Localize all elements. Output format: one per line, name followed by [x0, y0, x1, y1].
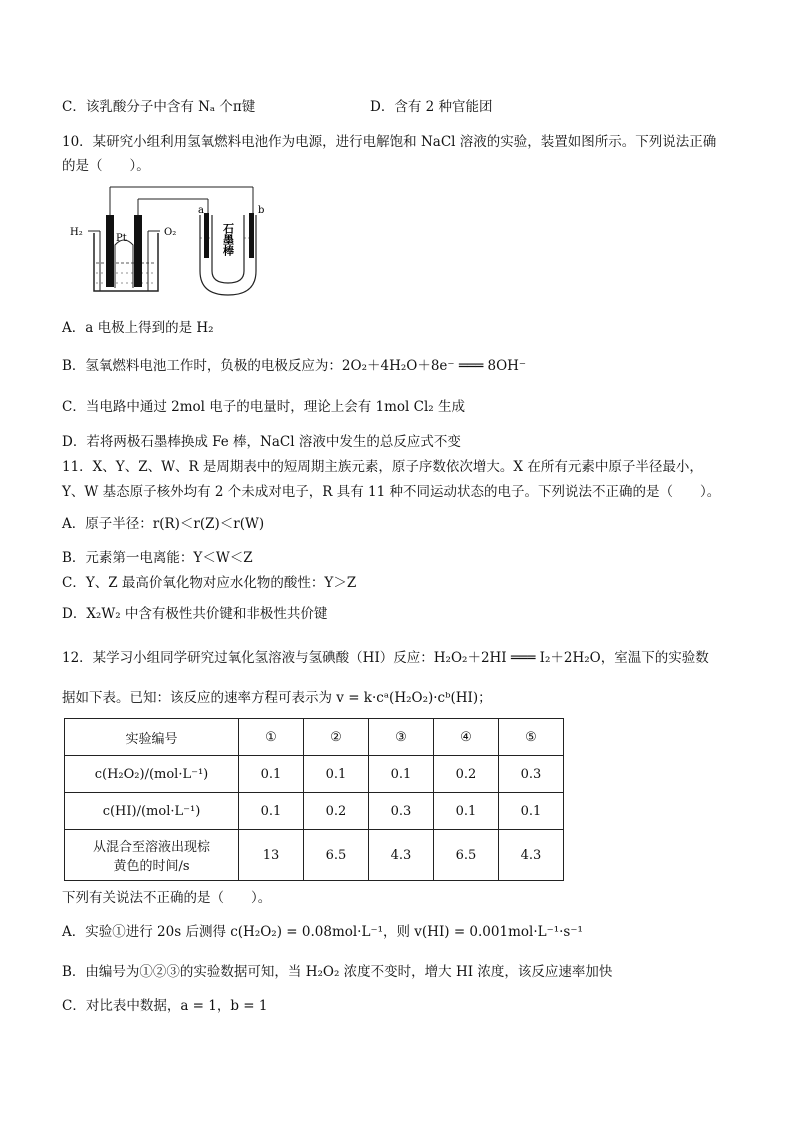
table-row — [65, 830, 564, 881]
q12-stem-line2: 据如下表。已知：该反应的速率方程可表示为 v = k·cᵃ(H₂O₂)·cᵇ(HI)； — [62, 690, 492, 706]
q9-option-d: D．含有 2 种官能团 — [370, 99, 493, 115]
label-a: a — [198, 205, 204, 216]
q12-option-c: C．对比表中数据，a = 1，b = 1 — [62, 998, 268, 1014]
table-cell: 0.1 — [434, 793, 499, 830]
table-cell: 0.3 — [499, 756, 564, 793]
q12-option-a: A．实验①进行 20s 后测得 c(H₂O₂) = 0.08mol·L⁻¹，则 v(HI) = 0.001mol·L⁻¹·s⁻¹ — [62, 924, 583, 940]
q10-stem-line2: 的是（ ）。 — [62, 158, 150, 174]
q11-option-b: B．元素第一电离能：Y＜W＜Z — [62, 550, 253, 566]
table-cell: 0.3 — [369, 793, 434, 830]
q10-option-c: C．当电路中通过 2mol 电子的电量时，理论上会有 1mol Cl₂ 生成 — [62, 399, 466, 415]
q11-stem-line1: 11．X、Y、Z、W、R 是周期表中的短周期主族元素，原子序数依次增大。X 在所有元素中原子半径最小， — [62, 459, 703, 475]
table-cell: 0.2 — [304, 793, 369, 830]
row-label-hi: c(HI)/(mol·L⁻¹) — [65, 793, 239, 830]
row-label-time-line2: 黄色的时间/s — [113, 859, 190, 874]
label-b: b — [258, 205, 265, 216]
row-label-time-line1: 从混合至溶液出现棕 — [92, 840, 210, 855]
table-cell: 6.5 — [304, 830, 369, 881]
table-header-label: 实验编号 — [65, 719, 239, 756]
fuel-cell — [88, 215, 160, 291]
wires — [110, 187, 253, 215]
label-pt: Pt — [116, 233, 127, 244]
table-col-header: ② — [304, 719, 369, 756]
q10-stem-line1: 10．某研究小组利用氢氧燃料电池作为电源，进行电解饱和 NaCl 溶液的实验，装置如图所示。下列说法正确 — [62, 134, 717, 150]
table-header-row — [65, 719, 564, 756]
table-cell: 6.5 — [434, 830, 499, 881]
table-cell: 0.2 — [434, 756, 499, 793]
q10-option-d: D．若将两极石墨棒换成 Fe 棒，NaCl 溶液中发生的总反应式不变 — [62, 434, 461, 450]
table-row — [65, 756, 564, 793]
table-cell: 0.1 — [499, 793, 564, 830]
q10-option-a: A．a 电极上得到的是 H₂ — [62, 320, 214, 336]
row-label-time — [65, 830, 239, 881]
table-col-header: ① — [239, 719, 304, 756]
table-cell: 0.1 — [304, 756, 369, 793]
rate-experiment-table — [64, 718, 564, 881]
q11-option-d: D．X₂W₂ 中含有极性共价键和非极性共价键 — [62, 606, 328, 622]
q12-after-table: 下列有关说法不正确的是（ ）。 — [62, 890, 272, 906]
table-cell: 0.1 — [369, 756, 434, 793]
table-cell: 0.1 — [239, 756, 304, 793]
label-graphite-rod: 石墨棒 — [221, 223, 235, 256]
q11-stem-line2: Y、W 基态原子核外均有 2 个未成对电子，R 具有 11 种不同运动状态的电子。下列说法不正确的是（ ）。 — [62, 484, 721, 500]
table-col-header: ③ — [369, 719, 434, 756]
q11-option-a: A．原子半径：r(R)＜r(Z)＜r(W) — [62, 516, 265, 532]
table-cell: 13 — [239, 830, 304, 881]
q10-option-b: B．氢氧燃料电池工作时，负极的电极反应为：2O₂＋4H₂O＋8e⁻ ═══ 8OH⁻ — [62, 358, 527, 374]
table-col-header: ④ — [434, 719, 499, 756]
q9-option-c: C．该乳酸分子中含有 Nₐ 个π键 — [62, 99, 256, 115]
table-cell: 0.1 — [239, 793, 304, 830]
row-label-h2o2: c(H₂O₂)/(mol·L⁻¹) — [65, 756, 239, 793]
electrolysis-apparatus-diagram — [70, 183, 288, 298]
table-row — [65, 793, 564, 830]
label-h2: H₂ — [70, 227, 83, 238]
table-cell: 4.3 — [499, 830, 564, 881]
q11-option-c: C．Y、Z 最高价氧化物对应水化物的酸性：Y＞Z — [62, 575, 357, 591]
q12-stem-line1: 12．某学习小组同学研究过氧化氢溶液与氢碘酸（HI）反应：H₂O₂＋2HI ═══ I₂＋2H₂O，室温下的实验数 — [62, 650, 709, 666]
table-cell: 4.3 — [369, 830, 434, 881]
table-col-header: ⑤ — [499, 719, 564, 756]
label-o2: O₂ — [164, 227, 177, 238]
q12-option-b: B．由编号为①②③的实验数据可知，当 H₂O₂ 浓度不变时，增大 HI 浓度，该反应速率加快 — [62, 964, 613, 980]
